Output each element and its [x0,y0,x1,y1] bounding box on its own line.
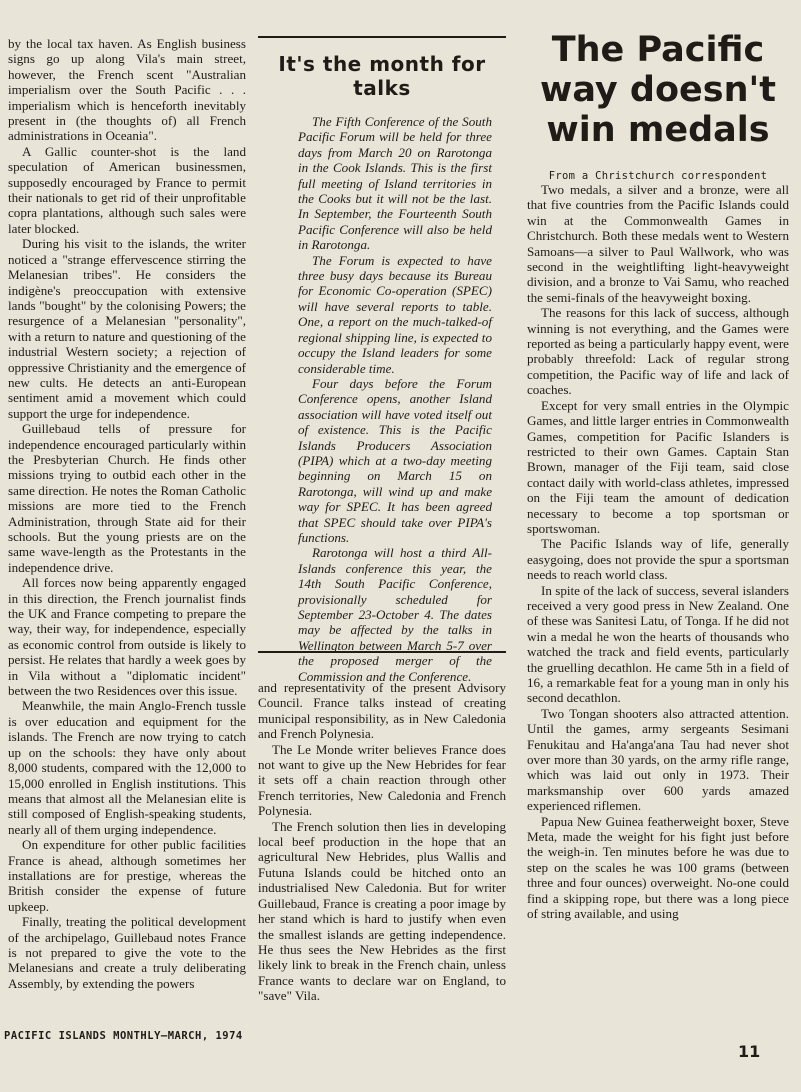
article-paragraph: The reasons for this lack of success, although winning is not everything, and the Games were reported as being a particularly happy event, were probably threefold: Lack of regular strong competition, the Pacific way of life and lack of coaches. [527,305,789,398]
page-footer: PACIFIC ISLANDS MONTHLY—MARCH, 1974 [4,1030,243,1042]
article-paragraph: Papua New Guinea featherweight boxer, Steve Meta, made the weight for his fight just before the weigh-in. Ten minutes before he was due to step on the scales he was 100 grams (between three and four ounces) overweight. No-one could find a skipping rope, but there was a long piece of string available, and using [527,813,789,922]
box-top-rule [258,36,506,38]
col1-paragraph: On expenditure for other public facilities France is ahead, although sometimes her installations are for prestige, whereas the British consider the expense of future upkeep. [8,837,246,914]
article-headline: The Pacific way doesn't win medals [540,30,776,150]
col1-paragraph: All forces now being apparently engaged in this direction, the French journalist finds the UK and France competing to prepare the way, their way, for independence, especially as economic control from outside is likely to persist. He relates that hardly a week goes by in Vila without a "diplomatic incident" between the two Residences over this issue. [8,575,246,699]
col1-paragraph: Meanwhile, the main Anglo-French tussle is over education and equipment for the islands. The French are now trying to catch up on the schools: they have only about 8,000 students, compared with the 12,000 to 15,000 enrolled in English institutions. This means that almost all the Melanesian elite is still composed of English-speaking students, nearly all of them urging independence. [8,698,246,837]
col1-paragraph: During his visit to the islands, the writer noticed a "strange effervescence stirring the Melanesian tribes". He considers the indigène's preoccupation with extensive lands "bought" by the colonising Powers; the resurgence of a Melanesian "personality", with a return to nature and questioning of the industrial Western society; a rejection of oppressive Christianity and the emergence of new cults. He detects an anti-European sentiment amid a movement which could support the urge for independence. [8,236,246,421]
box-title: It's the month for talks [278,52,486,100]
col2-paragraph: and representativity of the present Advisory Council. France talks instead of creating municipal responsibility, as in New Caledonia and French Polynesia. [258,680,506,742]
col1-paragraph: Guillebaud tells of pressure for independence encouraged particularly within the Presbyterian Church. He finds other missions trying to outbid each other in the same direction. He notes the Roman Catholic missions are more tied to the French Administration, through State aid for their schools. But the young priests are on the same wave-length as the Protestants in the independence drive. [8,421,246,575]
box-paragraph: Rarotonga will host a third All-Islands conference this year, the 14th South Pacific Conference, provisionally scheduled for September 23-October 4. The dates may be affected by the talks in Wellington between March 5-7 over the proposed merger of the Commission and the Conference. [298,545,492,684]
box-paragraph: Four days before the Forum Conference opens, another Island association will have voted itself out of existence. This is the Pacific Islands Producers Association (PIPA) which at a two-day meeting beginning on March 15 on Rarotonga, will wind up and make way for SPEC. It has been agreed that SPEC should take over PIPA's functions. [298,375,492,545]
article-paragraph: The Pacific Islands way of life, generally easygoing, does not provide the spur a sportsman needs to reach world class. [527,536,789,583]
column-left [8,36,246,1036]
page-number: 11 [738,1042,761,1061]
col1-paragraph: A Gallic counter-shot is the land speculation of American businessmen, supposedly encouraged by France to permit their nationals to get rid of their unprofitable copra plantations, although such sales were later blocked. [8,143,246,236]
box-bottom-rule [258,651,506,653]
col2-paragraph: The Le Monde writer believes France does not want to give up the New Hebrides for fear it sets off a chain reaction through other French territories, New Caledonia and French Polynesia. [258,741,506,819]
column-right [527,182,789,1027]
article-paragraph: Two medals, a silver and a bronze, were all that five countries from the Pacific Islands could win at the Commonwealth Games in Christchurch. Both these medals went to Western Samoans—a silver to Paul Wallwork, who was second in the weightlifting light-heavyweight division, and a bronze to Vai Samu, who reached the semi-finals of the heavyweight boxing. [527,182,789,305]
box-paragraph: The Forum is expected to have three busy days because its Bureau for Economic Co-operation (SPEC) will have several reports to table. One, a report on the much-talked-of regional shipping line, is expected to occupy the Island leaders for some considerable time. [298,252,492,376]
article-paragraph: Except for very small entries in the Olympic Games, and little larger entries in Commonwealth Games, competition for Pacific Islanders is restricted to their own Games. Captain Stan Brown, manager of the Fiji team, said close contact daily with world-class athletes, impressed on the Fiji team the amount of dedication necessary to become a top sportsman or sportswoman. [527,397,789,536]
article-paragraph: Two Tongan shooters also attracted attention. Until the games, army sergeants Sesimani Fenukitau and Ha'anga'ana Tau had never shot over more than 30 yards, on the army rifle range, which was laid out only in 1973. Their marksmanship over 600 yards amazed experienced riflemen. [527,705,789,814]
col2-paragraph: The French solution then lies in developing local beef production in the hope that an agricultural New Hebrides, plus Wallis and Futuna Islands could be hitched onto an industrialised New Caledonia. But for writer Guillebaud, France is creating a poor image by her stand which is hard to justify when even the smallest islands are getting independence. He thus sees the New Hebrides as the first likely link to break in the French chain, unless France wants to declare war on England, to "save" Vila. [258,818,506,1004]
article-paragraph: In spite of the lack of success, several islanders received a very good press in New Zealand. One of these was Sanitesi Latu, of Tonga. If he did not win a medal he won the hearts of thousands who watched the track and field events, particularly the gruelling decathlon. He came 5th in a field of 16, a remarkable feat for a young man in only his second decathlon. [527,582,789,706]
col1-paragraph: Finally, treating the political development of the archipelago, Guillebaud notes France is not prepared to give the vote to the Melanesians and create a truly deliberating Assembly, by extending the powers [8,914,246,991]
column-middle [258,680,506,1040]
col1-paragraph: by the local tax haven. As English business signs go up along Vila's main street, however, the French scent "Australian imperialism over the South Pacific . . . imperialism which is henceforth inevitably present in (the thoughts of) all French administrations in Oceania". [8,36,246,144]
sidebar-box [258,36,506,684]
article-header [520,30,796,182]
box-paragraph: The Fifth Conference of the South Pacific Forum will be held for three days from March 20 on Rarotonga in the Cook Islands. This is the first full meeting of Island territories in the Cooks but it will not be the last. In September, the Fourteenth South Pacific Conference will also be held in Rarotonga. [298,114,492,253]
article-byline: From a Christchurch correspondent [548,170,768,182]
box-body [258,114,506,684]
